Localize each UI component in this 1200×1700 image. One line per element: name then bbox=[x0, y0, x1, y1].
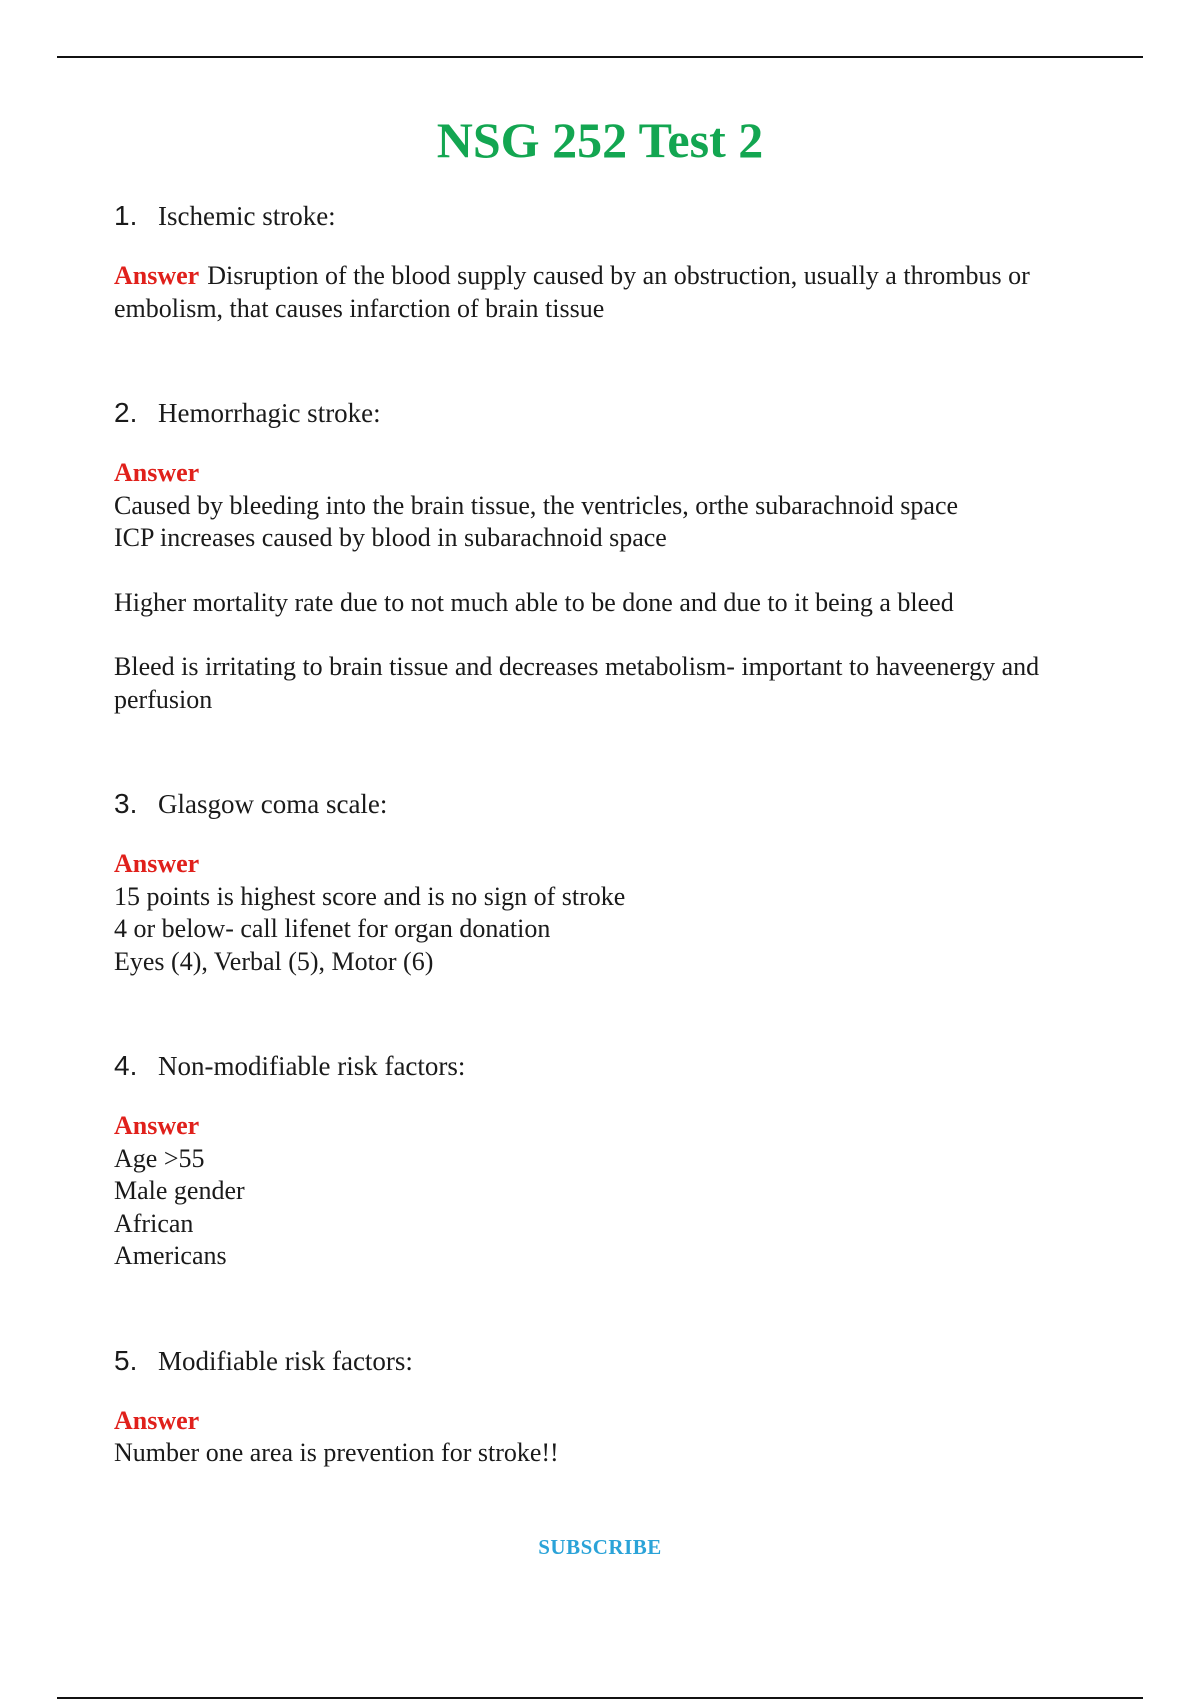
answer-line: Bleed is irritating to brain tissue and decreases metabolism- important to haveenergy and bbox=[114, 652, 1040, 681]
answer-line: 4 or below- call lifenet for organ donation bbox=[114, 914, 551, 943]
answer-label: Answer bbox=[114, 1405, 200, 1435]
answer-label: Answer bbox=[114, 849, 200, 878]
answer-line: embolism, that causes infarction of brain tissue bbox=[114, 293, 605, 323]
question-item bbox=[114, 397, 1124, 716]
answer-label: Answer bbox=[114, 261, 200, 290]
bottom-rule bbox=[57, 1697, 1143, 1699]
question-number: 2. bbox=[114, 397, 138, 428]
answer-block bbox=[114, 1405, 1124, 1470]
answer-label: Answer bbox=[114, 458, 200, 487]
question-number: 5. bbox=[114, 1344, 138, 1376]
question-number: 1. bbox=[114, 200, 138, 231]
document-title: NSG 252 Test 2 bbox=[436, 112, 764, 168]
answer-line: Male gender bbox=[114, 1176, 245, 1205]
top-rule bbox=[57, 56, 1143, 58]
answer-line: Americans bbox=[114, 1241, 227, 1270]
question-text: Hemorrhagic stroke: bbox=[158, 398, 381, 428]
answer-line: Eyes (4), Verbal (5), Motor (6) bbox=[114, 946, 434, 976]
answer-line: ICP increases caused by blood in subarachnoid space bbox=[114, 523, 667, 552]
answer-line: Higher mortality rate due to not much able to be done and due to it being a bleed bbox=[114, 587, 954, 617]
answer-line: 15 points is highest score and is no sign of stroke bbox=[114, 881, 626, 911]
answer-line: African bbox=[114, 1208, 194, 1238]
question-text: Modifiable risk factors: bbox=[158, 1345, 413, 1376]
question-item bbox=[114, 1050, 1124, 1273]
question-number: 4. bbox=[114, 1050, 138, 1081]
answer-block bbox=[114, 260, 1124, 325]
question-text: Non-modifiable risk factors: bbox=[158, 1051, 466, 1081]
question-heading bbox=[114, 397, 1124, 429]
answer-line: Number one area is prevention for stroke!! bbox=[114, 1438, 559, 1467]
question-item bbox=[114, 200, 1124, 325]
answer-line: Age >55 bbox=[114, 1143, 205, 1173]
answer-line: Caused by bleeding into the brain tissue, the ventricles, orthe subarachnoid space bbox=[114, 490, 959, 520]
question-text: Ischemic stroke: bbox=[158, 201, 336, 231]
question-heading bbox=[114, 788, 1124, 820]
answer-block bbox=[114, 457, 1124, 716]
answer-block bbox=[114, 848, 1124, 978]
question-item bbox=[114, 1345, 1124, 1470]
question-heading bbox=[114, 1345, 1124, 1377]
question-number: 3. bbox=[114, 788, 138, 819]
question-heading bbox=[114, 1050, 1124, 1082]
subscribe-link[interactable]: SUBSCRIBE bbox=[538, 1535, 662, 1559]
answer-label: Answer bbox=[114, 1111, 200, 1140]
question-list bbox=[114, 200, 1124, 1470]
question-text: Glasgow coma scale: bbox=[158, 789, 388, 819]
answer-line: perfusion bbox=[114, 684, 213, 714]
answer-block bbox=[114, 1110, 1124, 1273]
question-item bbox=[114, 788, 1124, 978]
answer-text: Disruption of the blood supply caused by an obstruction, usually a thrombus or bbox=[207, 261, 1030, 290]
question-heading bbox=[114, 200, 1124, 232]
